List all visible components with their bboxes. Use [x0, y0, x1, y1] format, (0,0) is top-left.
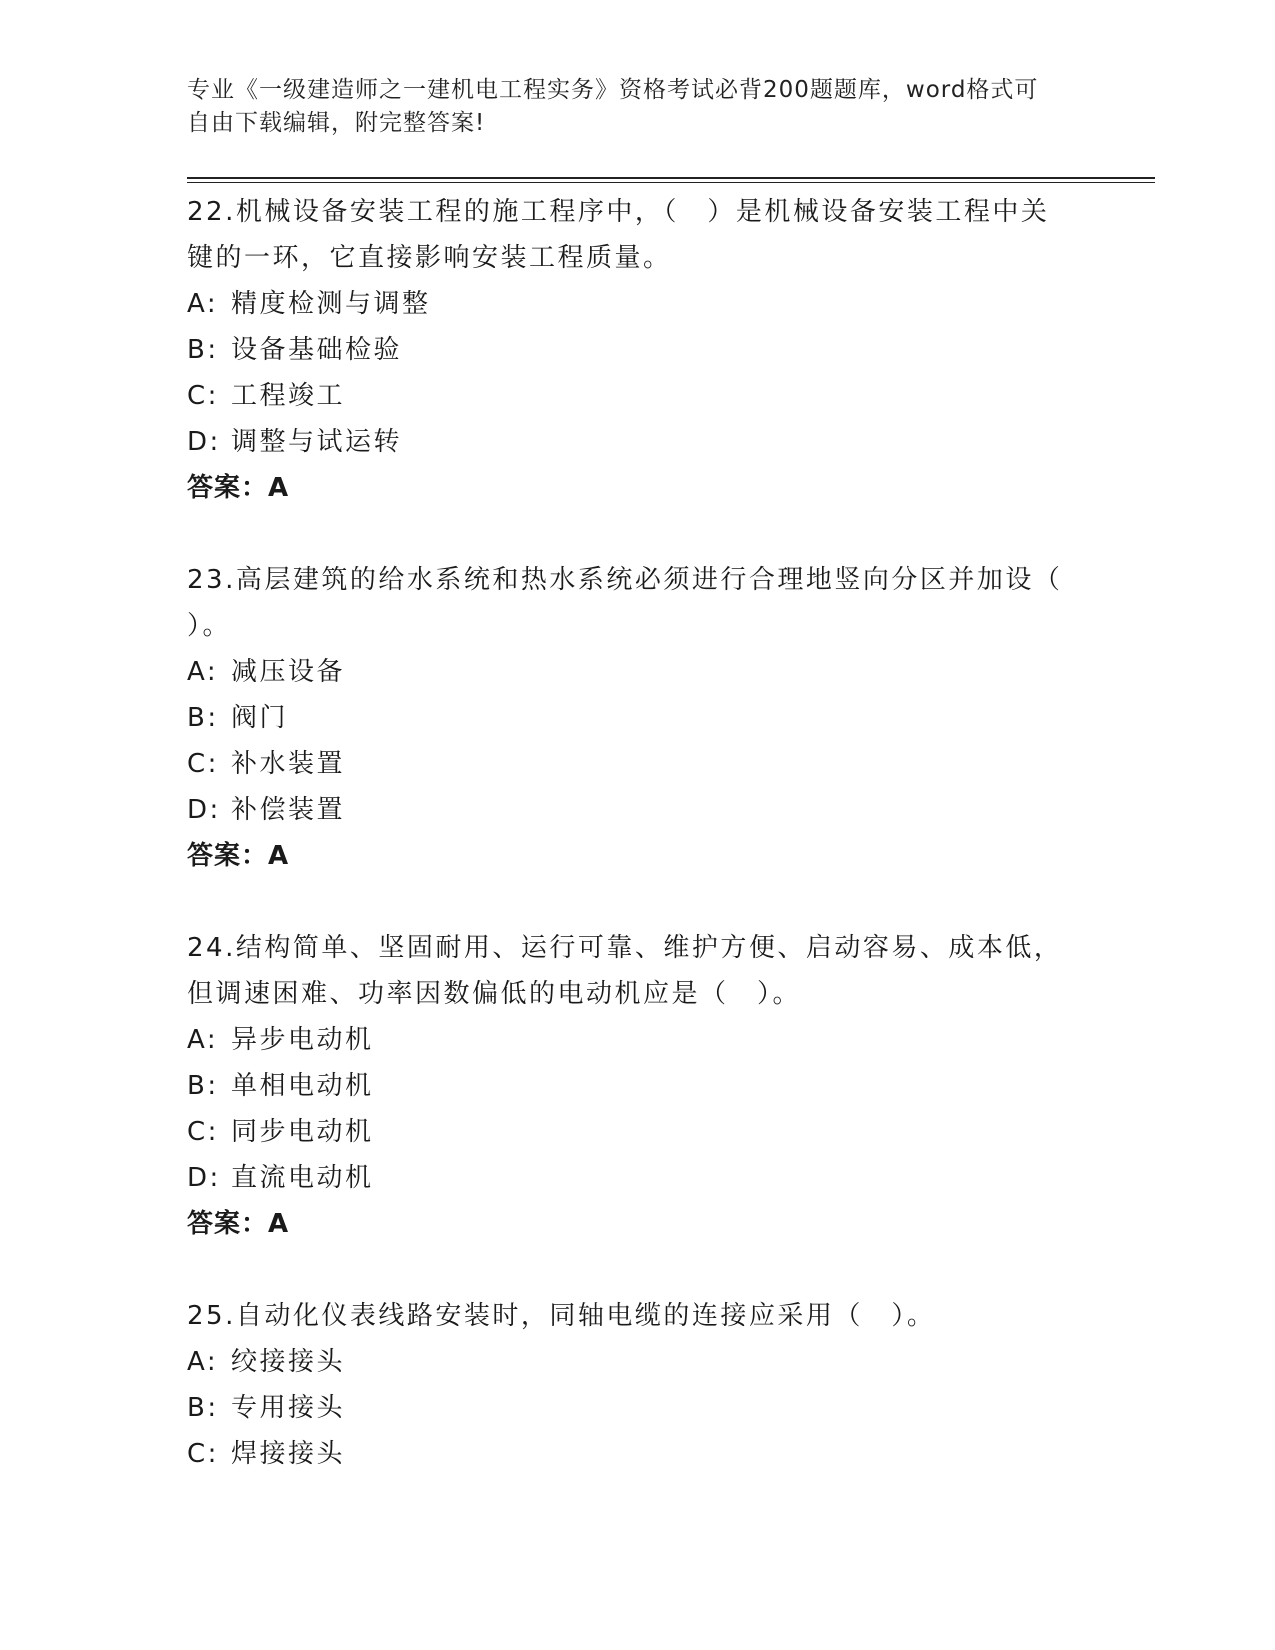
option-a	[187, 1339, 1087, 1385]
option-text: 设备基础检验	[231, 335, 403, 365]
question-22	[187, 189, 1087, 511]
option-letter: B:	[187, 703, 219, 733]
option-text: 阀门	[231, 703, 289, 733]
option-text: 直流电动机	[231, 1163, 374, 1193]
option-text: 专用接头	[231, 1393, 346, 1423]
question-spacer	[187, 511, 1087, 557]
option-c	[187, 1431, 1087, 1477]
question-spacer	[187, 879, 1087, 925]
option-b	[187, 1385, 1087, 1431]
option-letter: A:	[187, 657, 219, 687]
option-a	[187, 1017, 1087, 1063]
question-23	[187, 557, 1087, 879]
question-24	[187, 925, 1087, 1247]
option-c	[187, 741, 1087, 787]
answer-line: 答案：A	[187, 473, 290, 503]
option-letter: A:	[187, 289, 219, 319]
header-line-2: 自由下载编辑，附完整答案!	[187, 110, 486, 136]
option-c	[187, 1109, 1087, 1155]
option-letter: D:	[187, 795, 221, 825]
header-divider-thin	[187, 182, 1155, 183]
question-list	[187, 189, 1087, 1477]
option-text: 焊接接头	[231, 1439, 346, 1469]
answer-line: 答案：A	[187, 1209, 290, 1239]
question-text-line: 22.机械设备安装工程的施工程序中，（ ）是机械设备安装工程中关	[187, 197, 1050, 227]
option-a	[187, 649, 1087, 695]
option-text: 单相电动机	[231, 1071, 374, 1101]
option-d	[187, 419, 1087, 465]
option-c	[187, 373, 1087, 419]
question-text-line: 键的一环，它直接影响安装工程质量。	[187, 243, 672, 273]
question-spacer	[187, 1247, 1087, 1293]
option-letter: C:	[187, 749, 219, 779]
option-letter: D:	[187, 1163, 221, 1193]
option-letter: A:	[187, 1025, 219, 1055]
option-letter: B:	[187, 1393, 219, 1423]
question-text-line: 25.自动化仪表线路安装时，同轴电缆的连接应采用（ ）。	[187, 1301, 936, 1331]
option-letter: A:	[187, 1347, 219, 1377]
question-25	[187, 1293, 1087, 1477]
header-line-1: 专业《一级建造师之一建机电工程实务》资格考试必背200题题库，word格式可	[187, 77, 1039, 103]
option-a	[187, 281, 1087, 327]
option-text: 调整与试运转	[231, 427, 403, 457]
question-text-line: 23.高层建筑的给水系统和热水系统必须进行合理地竖向分区并加设（	[187, 565, 1063, 595]
option-letter: B:	[187, 335, 219, 365]
option-letter: D:	[187, 427, 221, 457]
option-b	[187, 1063, 1087, 1109]
option-text: 同步电动机	[231, 1117, 374, 1147]
option-text: 补偿装置	[231, 795, 346, 825]
question-text-line: 但调速困难、功率因数偏低的电动机应是（ ）。	[187, 979, 802, 1009]
option-text: 补水装置	[231, 749, 346, 779]
header-divider-thick	[187, 177, 1155, 179]
option-letter: B:	[187, 1071, 219, 1101]
question-text-line: 24.结构简单、坚固耐用、运行可靠、维护方便、启动容易、成本低，	[187, 933, 1063, 963]
option-text: 精度检测与调整	[231, 289, 431, 319]
option-b	[187, 695, 1087, 741]
option-text: 绞接接头	[231, 1347, 346, 1377]
answer-line: 答案：A	[187, 841, 290, 871]
option-letter: C:	[187, 381, 219, 411]
option-d	[187, 1155, 1087, 1201]
document-header	[187, 74, 1067, 140]
option-text: 工程竣工	[231, 381, 346, 411]
option-text: 异步电动机	[231, 1025, 374, 1055]
option-letter: C:	[187, 1439, 219, 1469]
option-letter: C:	[187, 1117, 219, 1147]
option-text: 减压设备	[231, 657, 346, 687]
option-b	[187, 327, 1087, 373]
option-d	[187, 787, 1087, 833]
question-text-line: ）。	[187, 611, 232, 641]
